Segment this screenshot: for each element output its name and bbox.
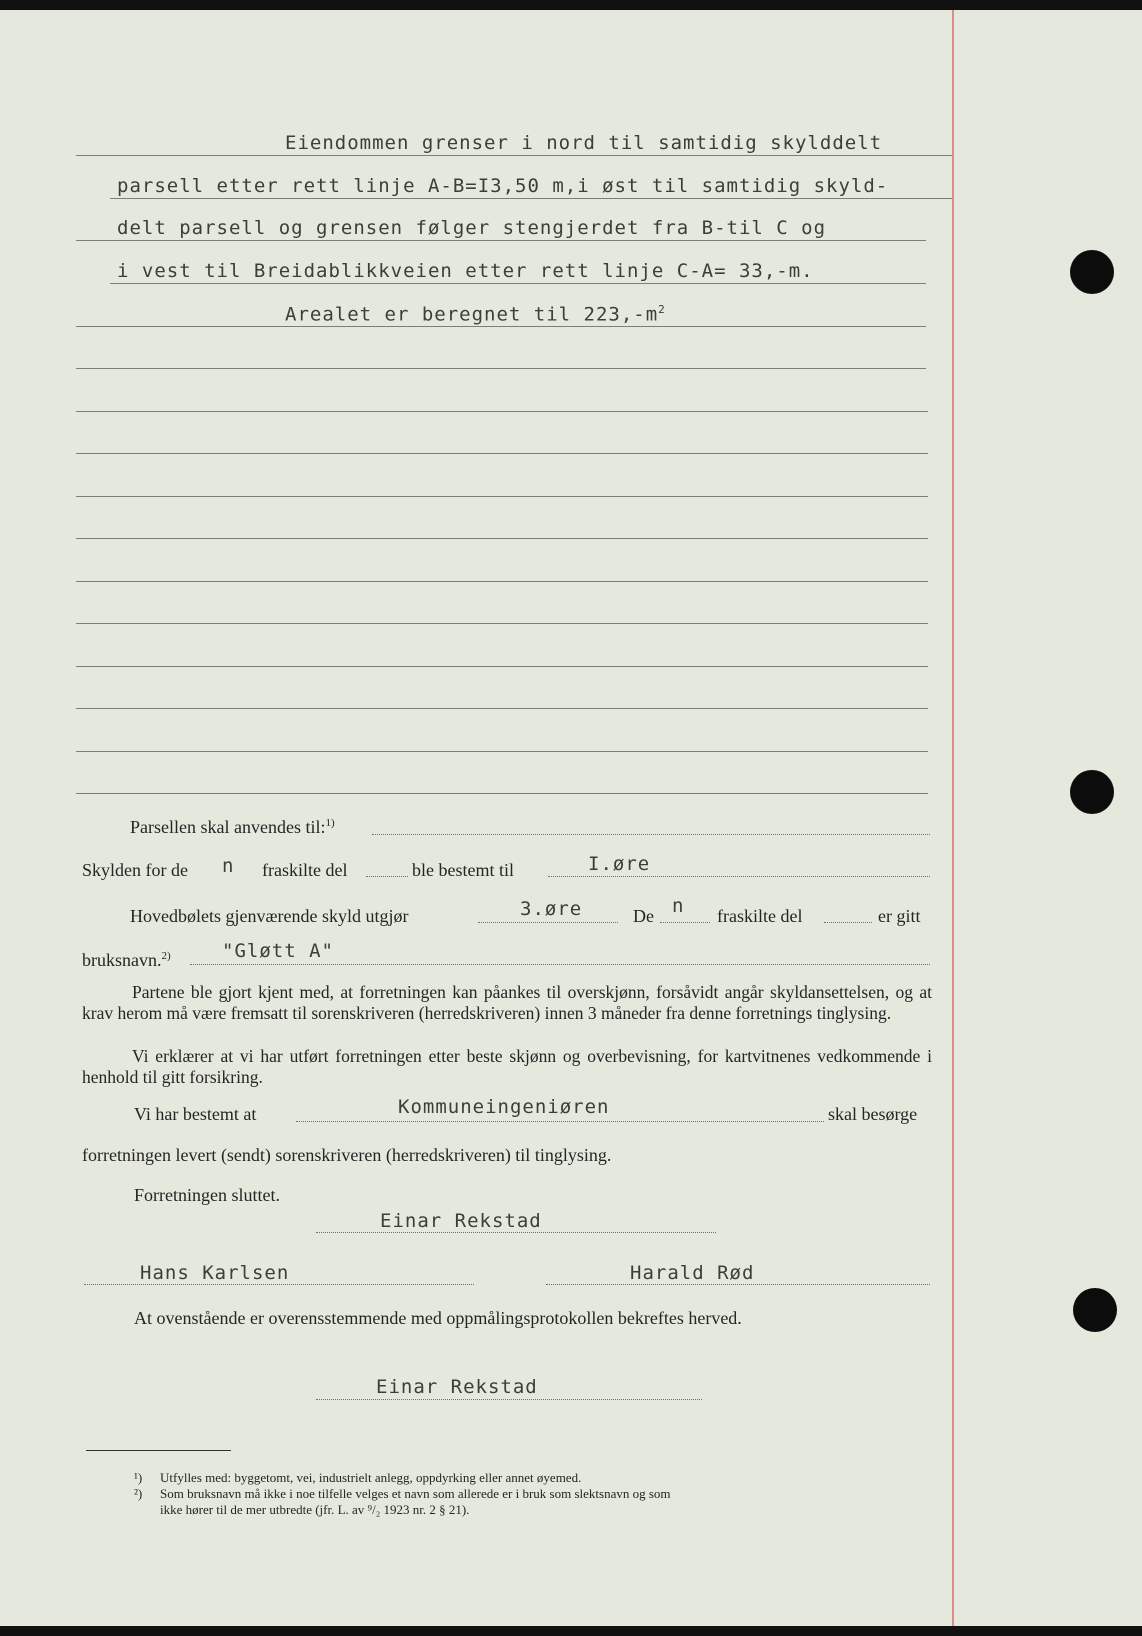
bruk-label: bruksnavn.$^{2)}$ xyxy=(82,950,171,970)
ruled-line xyxy=(76,623,928,624)
skyld-n: n xyxy=(222,855,235,877)
bestemt-value: Kommuneingeniøren xyxy=(398,1096,610,1118)
ruled-line xyxy=(76,453,928,454)
ruled-line xyxy=(76,708,928,709)
hoved-n-field xyxy=(660,922,710,923)
signature-line-4 xyxy=(316,1399,702,1400)
paragraph-appeal: Partene ble gjort kjent med, at forretningen kan påankes til overskjønn, forsåvidt angår skyldansettelsen, og at krav herom må være fremsatt til sorenskriveren (herredskriveren) innen 3 måneder fra denne forretnings tinglysing. xyxy=(82,982,932,1023)
levert-text: forretningen levert (sendt) sorenskriveren (herredskriveren) til tinglysing. xyxy=(82,1145,612,1165)
skyld-del-field xyxy=(366,876,408,877)
typed-line-2: parsell etter rett linje A-B=I3,50 m,i øst til samtidig skyld- xyxy=(117,175,889,197)
signature-line-3 xyxy=(546,1284,930,1285)
ruled-line xyxy=(76,666,928,667)
paragraph-declaration: Vi erklærer at vi har utført forretningen etter beste skjønn og overbevisning, for kartvitnenes vedkommende i henhold til gitt forsikring. xyxy=(82,1046,932,1087)
hoved-n: n xyxy=(672,895,685,917)
margin-line xyxy=(952,10,954,1626)
ruled-line xyxy=(76,751,928,752)
ruled-line xyxy=(76,155,952,156)
confirm-text: At ovenstående er overensstemmende med oppmålingsprotokollen bekreftes herved. xyxy=(134,1308,742,1328)
bestemt-label: Vi har bestemt at xyxy=(134,1104,257,1124)
ruled-line xyxy=(76,581,928,582)
footnote-2-line-2: ikke hører til de mer utbredte (jfr. L. av ⁹/₂ 1923 nr. 2 § 21). xyxy=(160,1502,470,1517)
footnote-2-line-1: Som bruksnavn må ikke i noe tilfelle velges et navn som allerede er i bruk som slektsnavn og som xyxy=(160,1486,671,1501)
hoved-del-field xyxy=(824,922,872,923)
hoved-label-2: De xyxy=(633,906,654,926)
ruled-line xyxy=(76,411,928,412)
footnote-1: Utfylles med: byggetomt, vei, industrielt anlegg, oppdyrking eller annet øyemed. xyxy=(160,1470,582,1485)
signature-2: Hans Karlsen xyxy=(140,1262,290,1284)
bruk-field xyxy=(190,964,930,965)
bestemt-label-2: skal besørge xyxy=(828,1104,918,1124)
ruled-line xyxy=(76,368,926,369)
signature-line-2 xyxy=(84,1284,474,1285)
hoved-value: 3.øre xyxy=(520,898,583,920)
skyld-label-2: fraskilte del xyxy=(262,860,348,880)
bestemt-field xyxy=(296,1121,824,1122)
typed-line-4: i vest til Breidablikkveien etter rett linje C-A= 33,-m. xyxy=(117,260,814,282)
footnote-separator xyxy=(86,1450,231,1451)
ruled-line xyxy=(76,496,928,497)
skyld-value-field xyxy=(548,876,930,877)
ruled-line xyxy=(76,793,928,794)
usage-field xyxy=(372,834,930,835)
punch-hole xyxy=(1070,770,1114,814)
footnote-mark-2: ²) xyxy=(134,1486,143,1501)
ruled-line xyxy=(110,198,952,199)
skyld-label-3: ble bestemt til xyxy=(412,860,514,880)
hoved-label: Hovedbølets gjenværende skyld utgjør xyxy=(130,906,409,926)
hoved-value-field xyxy=(478,922,618,923)
punch-hole xyxy=(1073,1288,1117,1332)
sluttet-text: Forretningen sluttet. xyxy=(134,1185,280,1205)
ruled-line xyxy=(76,240,926,241)
typed-line-1: Eiendommen grenser i nord til samtidig skylddelt xyxy=(285,132,883,154)
skyld-label: Skylden for de xyxy=(82,860,188,880)
signature-1: Einar Rekstad xyxy=(380,1210,542,1232)
punch-hole xyxy=(1070,250,1114,294)
hoved-label-4: er gitt xyxy=(878,906,921,926)
hoved-label-3: fraskilte del xyxy=(717,906,803,926)
signature-4: Einar Rekstad xyxy=(376,1376,538,1398)
usage-label: Parsellen skal anvendes til:$^{1)}$ xyxy=(130,817,335,837)
skyld-value: I.øre xyxy=(588,853,651,875)
typed-area: Arealet er beregnet til $223,-m^2$ xyxy=(285,303,666,326)
signature-line-1 xyxy=(316,1232,716,1233)
ruled-line xyxy=(76,326,926,327)
ruled-line xyxy=(110,283,926,284)
signature-3: Harald Rød xyxy=(630,1262,755,1284)
bruk-value: "Gløtt A" xyxy=(222,940,334,962)
ruled-line xyxy=(76,538,928,539)
footnote-mark-1: ¹) xyxy=(134,1470,143,1485)
typed-line-3: delt parsell og grensen følger stengjerdet fra B-til C og xyxy=(117,217,827,239)
document-page xyxy=(0,10,1142,1626)
